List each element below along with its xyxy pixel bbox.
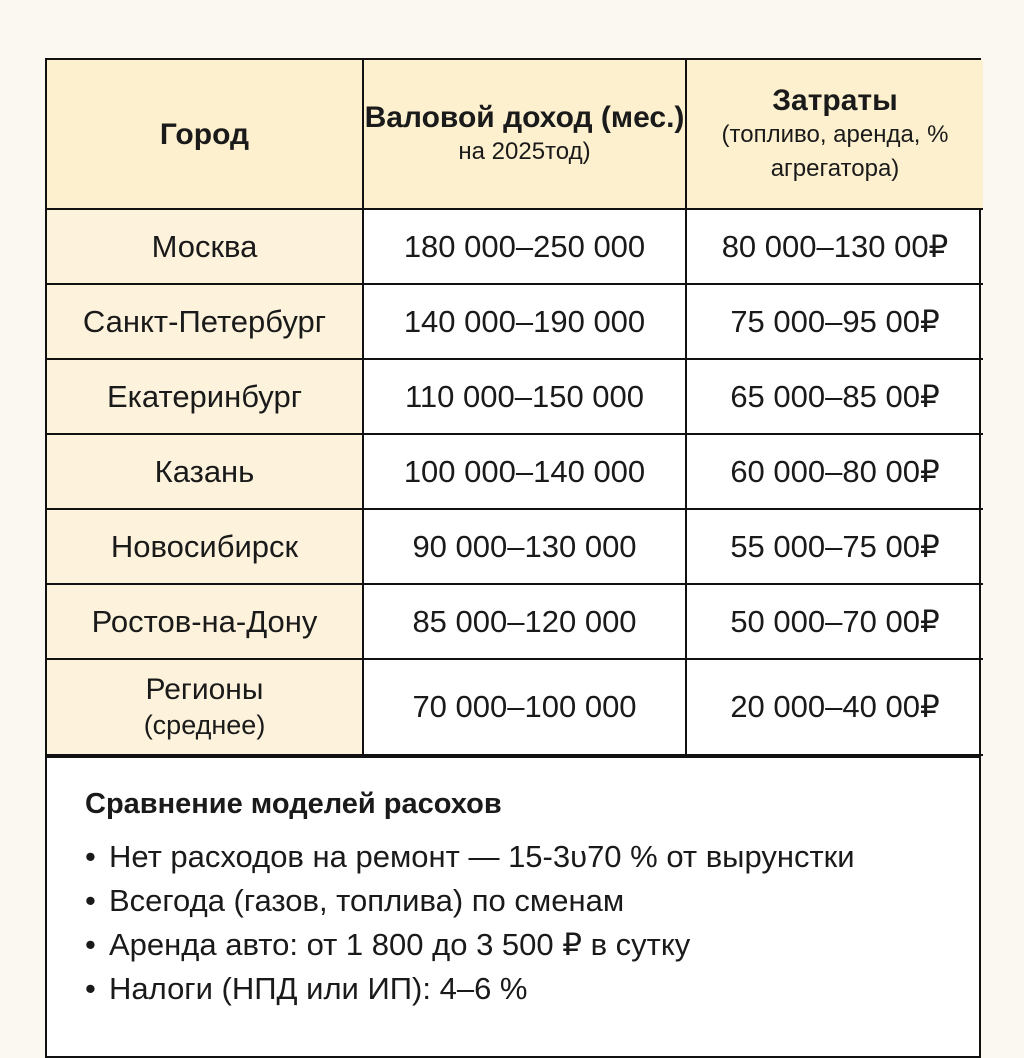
table-row	[47, 434, 983, 509]
income-cell: 180 000–250 000	[363, 209, 686, 284]
income-cell: 85 000–120 000	[363, 584, 686, 659]
bullet-icon: •	[85, 927, 96, 962]
city-cell: Москва	[47, 209, 363, 284]
income-cell: 140 000–190 000	[363, 284, 686, 359]
list-item: • Нет расходов на ремонт — 15-3υ70 % от вырунстки	[85, 835, 979, 879]
table-row	[47, 509, 983, 584]
table-row	[47, 209, 983, 284]
income-cell: 70 000–100 000	[363, 659, 686, 755]
list-item: • Всегода (газов, топлива) по сменам	[85, 879, 979, 923]
income-cell: 100 000–140 000	[363, 434, 686, 509]
notes-list	[85, 835, 979, 1011]
bullet-icon: •	[85, 883, 96, 918]
city-cell: Казань	[47, 434, 363, 509]
city-regions-note: (среднее)	[143, 710, 266, 740]
income-cell: 110 000–150 000	[363, 359, 686, 434]
income-cell: 90 000–130 000	[363, 509, 686, 584]
list-item: • Аренда авто: от 1 800 до 3 500 ₽ в сутку	[85, 923, 979, 967]
header-city: Город	[47, 60, 363, 209]
table-row	[47, 284, 983, 359]
city-regions-label: Регионы	[145, 673, 264, 706]
costs-cell: 20 000–40 00₽	[686, 659, 983, 755]
table-row	[47, 359, 983, 434]
table-row	[47, 659, 983, 755]
city-cell: Новосибирск	[47, 509, 363, 584]
table-header-row	[47, 60, 983, 209]
city-cell: Ростов-на-Дону	[47, 584, 363, 659]
city-cell-regions	[47, 659, 363, 755]
costs-cell: 75 000–95 00₽	[686, 284, 983, 359]
costs-cell: 80 000–130 00₽	[686, 209, 983, 284]
costs-cell: 50 000–70 00₽	[686, 584, 983, 659]
costs-cell: 65 000–85 00₽	[686, 359, 983, 434]
header-costs-title: Затраты	[772, 83, 898, 117]
income-table	[47, 60, 983, 756]
header-income-subtitle: на 2025тод)	[458, 137, 591, 165]
city-cell: Екатеринбург	[47, 359, 363, 434]
header-income	[363, 60, 686, 209]
bullet-icon: •	[85, 839, 96, 874]
income-table-sheet	[45, 58, 981, 1058]
header-income-title: Валовой доход (мес.)	[364, 100, 685, 134]
header-costs-subtitle: (топливо, аренда, % агрегатора)	[721, 120, 949, 182]
city-cell: Санкт-Петербург	[47, 284, 363, 359]
notes-section	[47, 756, 979, 1011]
bullet-icon: •	[85, 971, 96, 1006]
notes-title: Сравнение моделей расохов	[85, 788, 502, 820]
costs-cell: 60 000–80 00₽	[686, 434, 983, 509]
header-costs	[686, 60, 983, 209]
table-row	[47, 584, 983, 659]
costs-cell: 55 000–75 00₽	[686, 509, 983, 584]
list-item: • Налоги (НПД или ИП): 4–6 %	[85, 967, 979, 1011]
